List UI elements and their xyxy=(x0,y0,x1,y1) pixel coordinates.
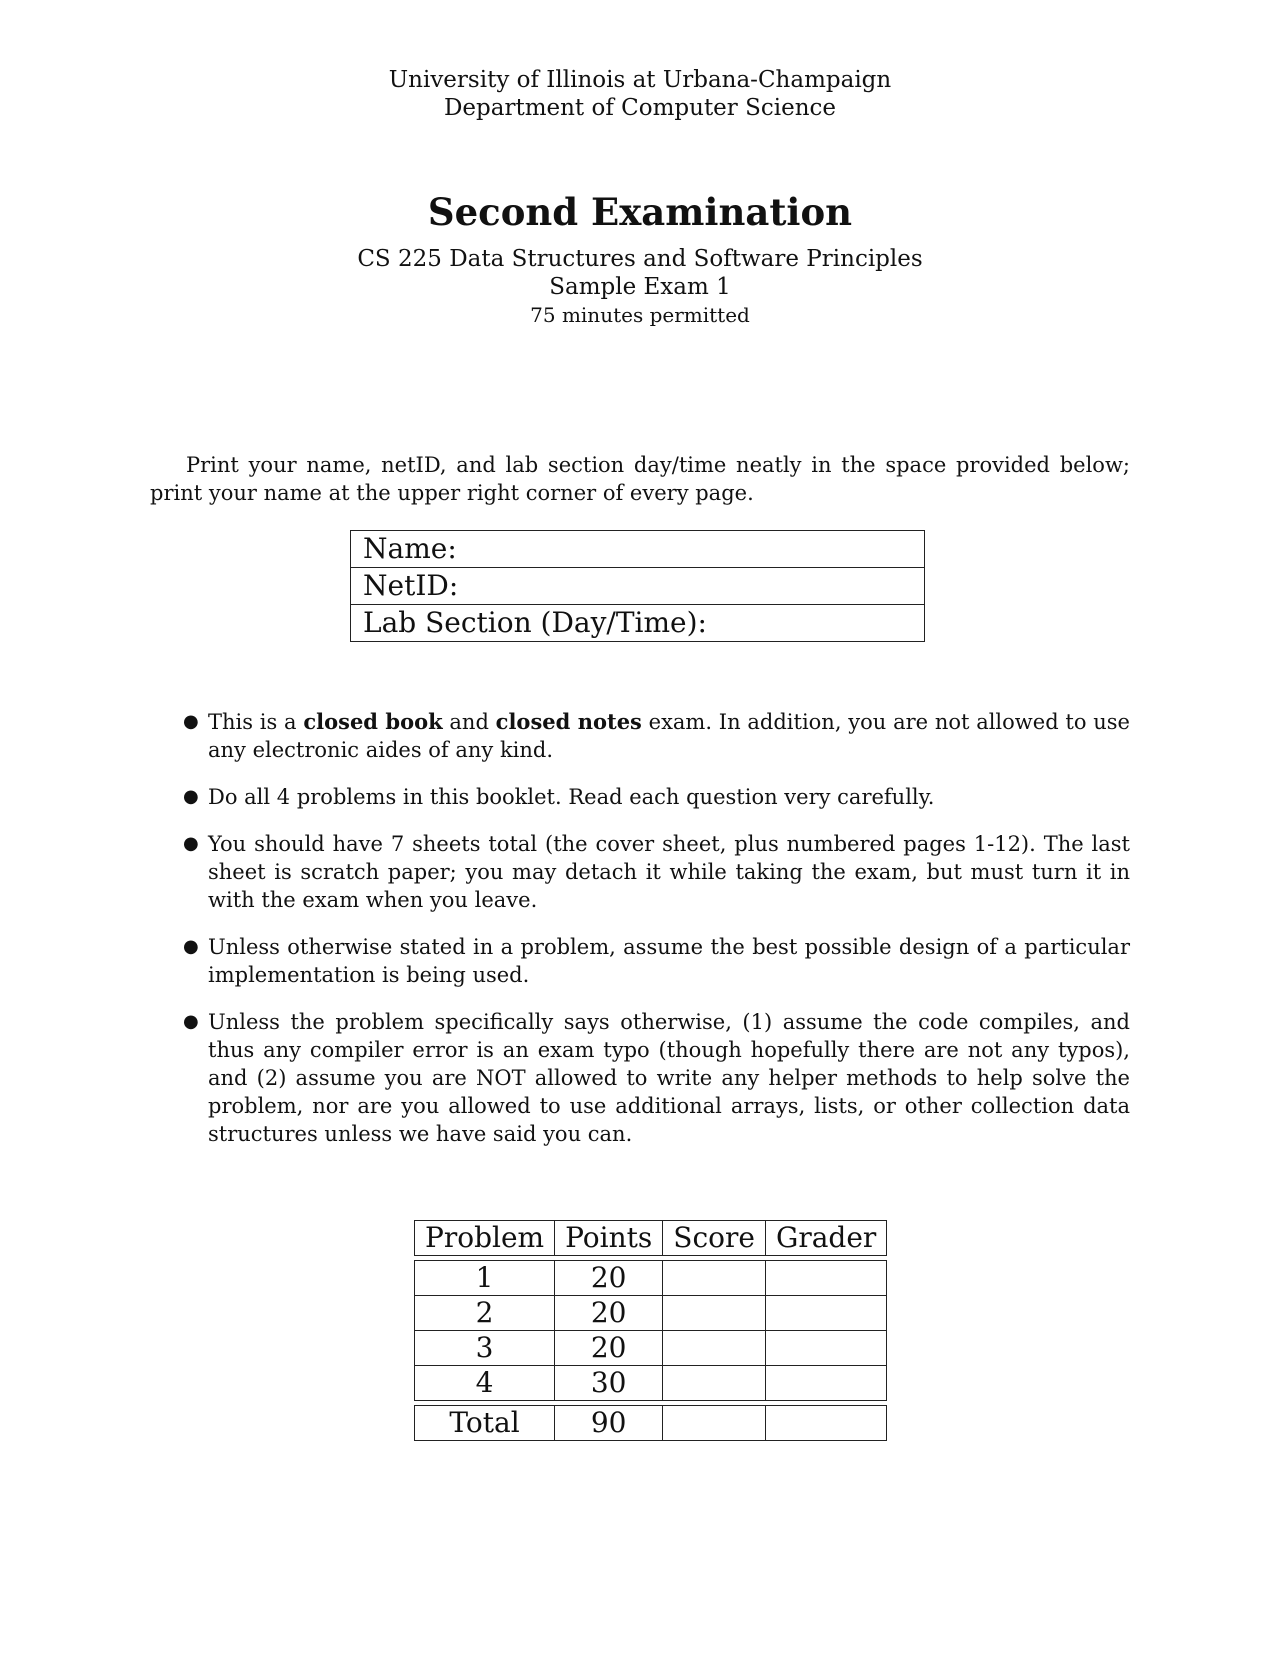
netid-field[interactable]: NetID: xyxy=(351,568,925,605)
bullet-icon: ● xyxy=(183,833,199,854)
bullet-icon: ● xyxy=(183,786,199,807)
course-name: CS 225 Data Structures and Software Principles xyxy=(357,246,923,272)
institution-header xyxy=(0,66,1280,122)
id-row-netid xyxy=(351,568,925,605)
university-name: University of Illinois at Urbana-Champaign xyxy=(388,67,892,93)
problem-number: 4 xyxy=(414,1366,555,1401)
score-cell[interactable] xyxy=(663,1260,766,1296)
total-row xyxy=(414,1405,887,1441)
name-field[interactable]: Name: xyxy=(351,531,925,568)
bullet-icon: ● xyxy=(183,711,199,732)
header-points: Points xyxy=(555,1220,663,1256)
instructions-paragraph: Print your name, netID, and lab section day/time neatly in the space provided below; print your name at the upper right corner of every page. xyxy=(150,453,1130,505)
problem-points: 20 xyxy=(555,1331,663,1366)
list-item: ● This is a closed book and closed notes exam. In addition, you are not allowed to use any electronic aides of any kind. xyxy=(183,709,1130,762)
header-grader: Grader xyxy=(766,1220,887,1256)
header-score: Score xyxy=(663,1220,766,1256)
total-label: Total xyxy=(414,1405,555,1441)
list-item: ● Do all 4 problems in this booklet. Read each question very carefully. xyxy=(183,785,935,809)
problem-points: 20 xyxy=(555,1296,663,1331)
department-name: Department of Computer Science xyxy=(443,95,837,121)
emphasis-closed-notes: closed notes xyxy=(495,709,642,734)
total-score-cell[interactable] xyxy=(663,1405,766,1441)
student-id-box xyxy=(350,530,925,642)
problem-number: 1 xyxy=(414,1260,555,1296)
grader-cell[interactable] xyxy=(766,1260,887,1296)
score-cell[interactable] xyxy=(663,1331,766,1366)
score-cell[interactable] xyxy=(663,1296,766,1331)
problem-number: 2 xyxy=(414,1296,555,1331)
list-item: ● You should have 7 sheets total (the cover sheet, plus numbered pages 1-12). The last sheet is scratch paper; you may detach it while taking the exam, but must turn it in with the exam when you leave. xyxy=(183,832,1130,912)
exam-duration: 75 minutes permitted xyxy=(530,303,750,327)
list-item: ● Unless the problem specifically says otherwise, (1) assume the code compiles, and thus any compiler error is an exam typo (though hopefully there are not any typos), and (2) assume you are NOT allowed to write any helper methods to help solve the problem, nor are you allowed to use additional arrays, lists, or other collection data structures unless we have said you can. xyxy=(183,1010,1130,1146)
table-row xyxy=(414,1296,887,1331)
exam-title: Second Examination xyxy=(427,190,853,234)
lab-section-field[interactable]: Lab Section (Day/Time): xyxy=(351,605,925,642)
total-grader-cell[interactable] xyxy=(766,1405,887,1441)
list-item: ● Unless otherwise stated in a problem, assume the best possible design of a particular implementation is being used. xyxy=(183,935,1130,987)
problem-points: 20 xyxy=(555,1260,663,1296)
bullet-icon: ● xyxy=(183,1011,199,1032)
grader-cell[interactable] xyxy=(766,1331,887,1366)
bullet-icon: ● xyxy=(183,936,199,957)
exam-rules-list xyxy=(180,708,1130,1167)
grader-cell[interactable] xyxy=(766,1366,887,1401)
table-row xyxy=(414,1260,887,1296)
score-table-header xyxy=(414,1220,887,1256)
emphasis-closed-book: closed book xyxy=(303,709,443,734)
course-info xyxy=(0,245,1280,329)
problem-number: 3 xyxy=(414,1331,555,1366)
id-row-name xyxy=(351,531,925,568)
problem-points: 30 xyxy=(555,1366,663,1401)
score-cell[interactable] xyxy=(663,1366,766,1401)
table-row xyxy=(414,1331,887,1366)
score-table xyxy=(414,1220,887,1441)
header-problem: Problem xyxy=(414,1220,555,1256)
grader-cell[interactable] xyxy=(766,1296,887,1331)
exam-variant: Sample Exam 1 xyxy=(549,274,731,300)
total-points: 90 xyxy=(555,1405,663,1441)
id-row-lab xyxy=(351,605,925,642)
table-row xyxy=(414,1366,887,1401)
